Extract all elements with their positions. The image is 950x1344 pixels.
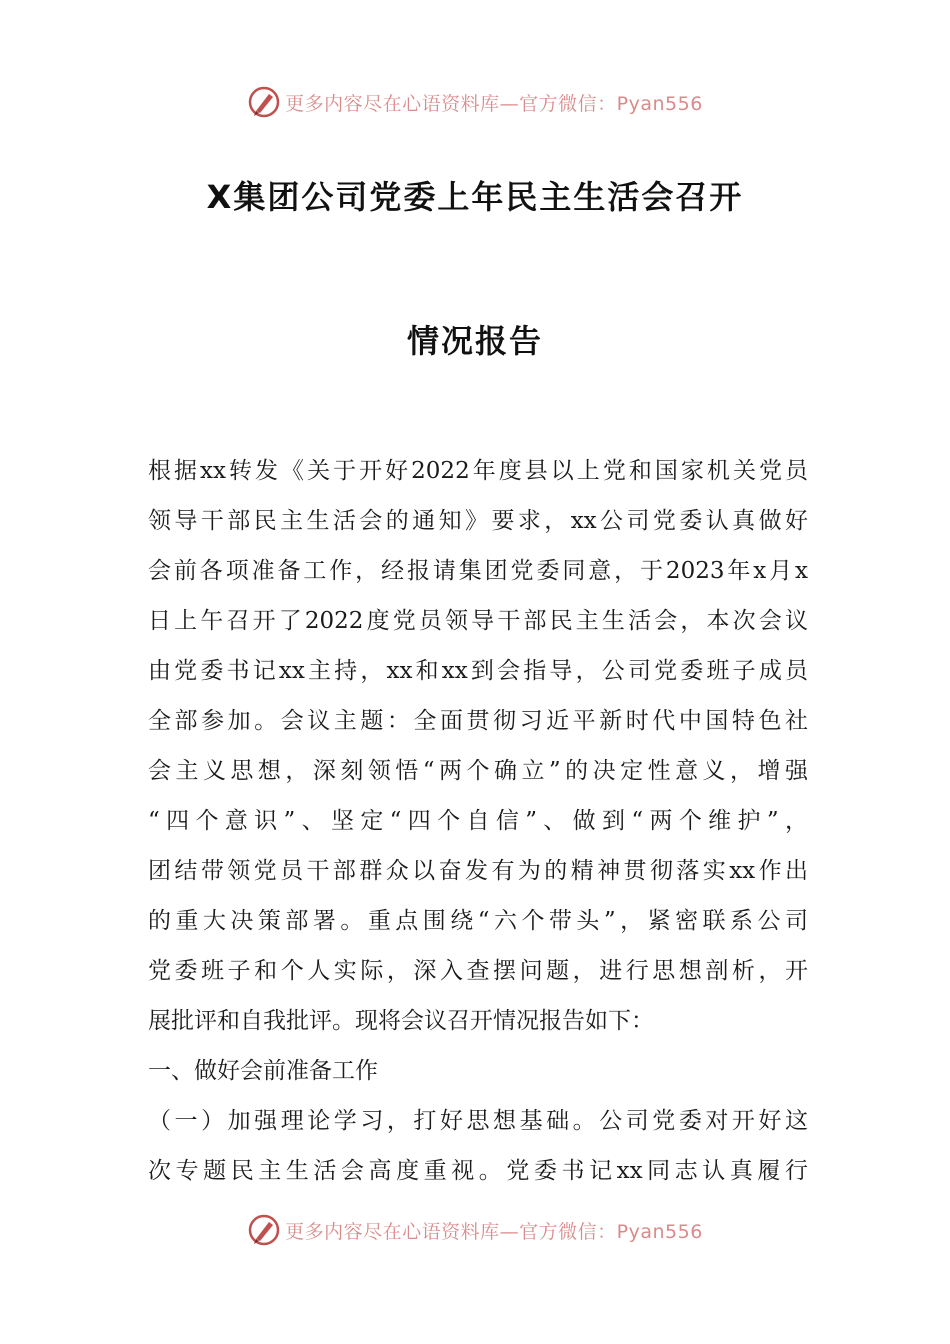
body-line: 领导干部民主生活会的通知》要求，xx公司党委认真做好	[148, 508, 808, 534]
body-line: 根据xx转发《关于开好2022年度县以上党和国家机关党员	[148, 458, 808, 484]
body-line: 团结带领党员干部群众以奋发有为的精神贯彻落实xx作出	[148, 858, 808, 884]
body-line: （一）加强理论学习，打好思想基础。公司党委对开好这	[148, 1108, 808, 1134]
body-line: 的重大决策部署。重点围绕“六个带头”，紧密联系公司	[148, 908, 808, 934]
document-title-line-1: X集团公司党委上年民主生活会召开	[206, 178, 744, 216]
body-line: 次专题民主生活会高度重视。党委书记xx同志认真履行	[148, 1158, 808, 1184]
body-line: 展批评和自我批评。现将会议召开情况报告如下：	[148, 1008, 654, 1034]
watermark-text: 更多内容尽在心语资料库—官方微信：Pyan556	[285, 92, 703, 115]
body-line: 日上午召开了2022度党员领导干部民主生活会，本次会议	[148, 608, 808, 634]
body-line: 会主义思想，深刻领悟“两个确立”的决定性意义，增强	[148, 758, 808, 784]
watermark-text: 更多内容尽在心语资料库—官方微信：Pyan556	[285, 1220, 703, 1243]
pen-logo-icon	[247, 85, 281, 119]
body-line: 全部参加。会议主题：全面贯彻习近平新时代中国特色社	[148, 708, 808, 734]
document-title-line-2: 情况报告	[406, 322, 543, 360]
section-heading: 一、做好会前准备工作	[148, 1058, 378, 1084]
watermark-footer	[0, 1210, 950, 1250]
watermark-header	[0, 82, 950, 122]
body-line: “四个意识”、坚定“四个自信”、做到“两个维护”，	[148, 808, 808, 834]
pen-logo-icon	[247, 1213, 281, 1247]
body-line: 党委班子和个人实际，深入查摆问题，进行思想剖析，开	[148, 958, 808, 984]
body-line: 由党委书记xx主持，xx和xx到会指导，公司党委班子成员	[148, 658, 808, 684]
body-line: 会前各项准备工作，经报请集团党委同意，于2023年x月x	[148, 558, 808, 584]
document-body	[148, 446, 808, 1196]
